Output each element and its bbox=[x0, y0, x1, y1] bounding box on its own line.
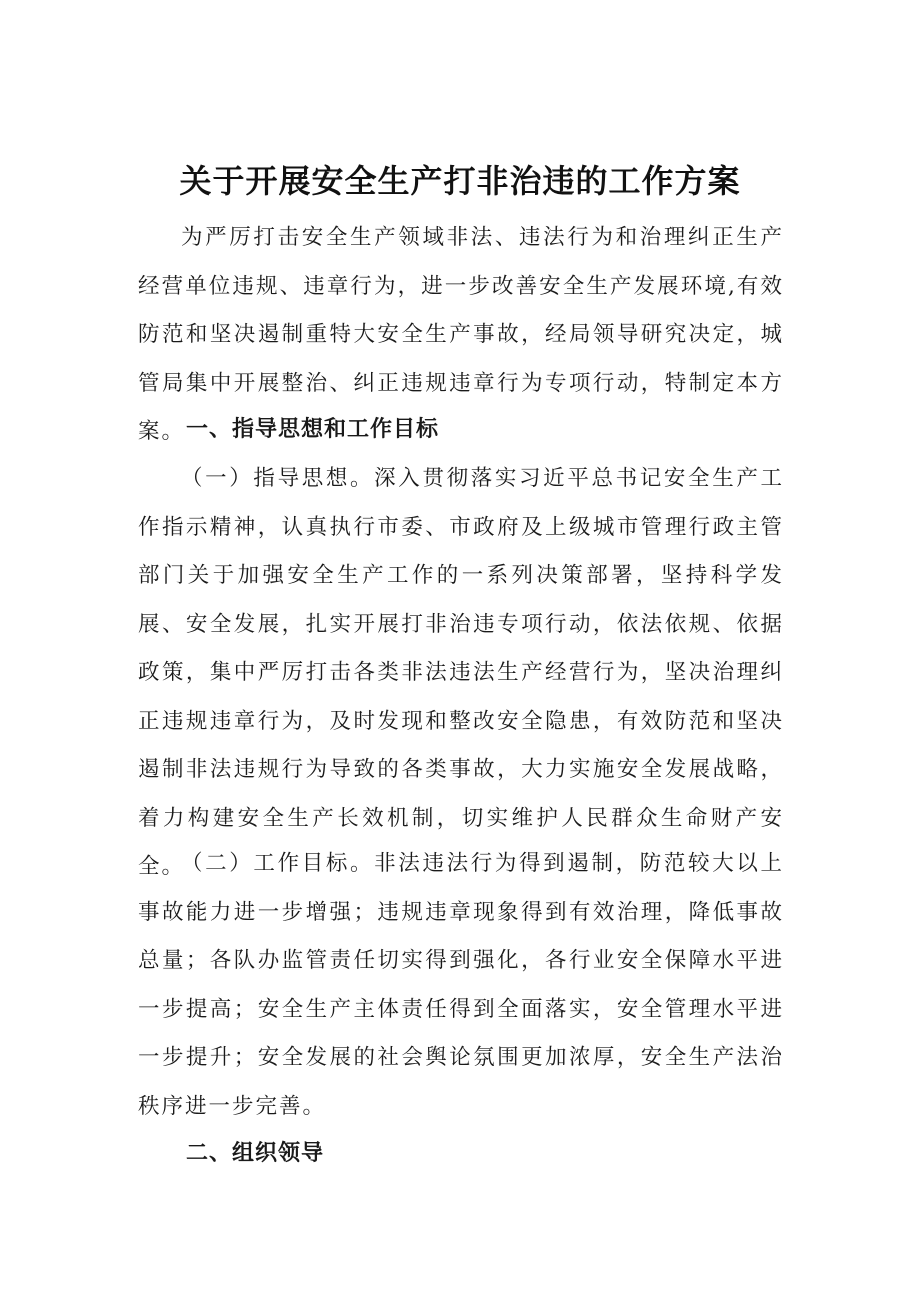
intro-paragraph: 为严厉打击安全生产领域非法、违法行为和治理纠正生产经营单位违规、违章行为，进一步改善安全生产发展环境,有效防范和坚决遏制重特大安全生产事故，经局领导研究决定，城管局集中开展整治、纠正违规违章行为专项行动，特制定本方案。 bbox=[138, 225, 784, 444]
section-heading-organization: 二、组织领导 bbox=[186, 1141, 325, 1166]
work-goals-paragraph: （二）工作目标。非法违法行为得到遏制，防范较大以上事故能力进一步增强；违规违章现象得到有效治理，降低事故总量；各队办监管责任切实得到强化，各行业安全保障水平进一步提高；安全生产主体责任得到全面落实，安全管理水平进一步提升；安全发展的社会舆论氛围更加浓厚，安全生产法治秩序进一步完善。 bbox=[138, 851, 784, 1119]
guiding-ideology-paragraph: （一）指导思想。深入贯彻落实习近平总书记安全生产工作指示精神，认真执行市委、市政府及上级城市管理行政主管部门关于加强安全生产工作的一系列决策部署，坚持科学发展、安全发展，扎实开展打非治违专项行动，依法依规、依据政策，集中严厉打击各类非法违法生产经营行为，坚决治理纠正违规违章行为，及时发现和整改安全隐患，有效防范和坚决遏制非法违规行为导致的各类事故，大力实施安全发展战略，着力构建安全生产长效机制，切实维护人民群众生命财产安全。 bbox=[138, 466, 784, 879]
document-title: 关于开展安全生产打非治违的工作方案 bbox=[179, 162, 741, 201]
section-heading-guiding-principles: 一、指导思想和工作目标 bbox=[186, 417, 440, 442]
